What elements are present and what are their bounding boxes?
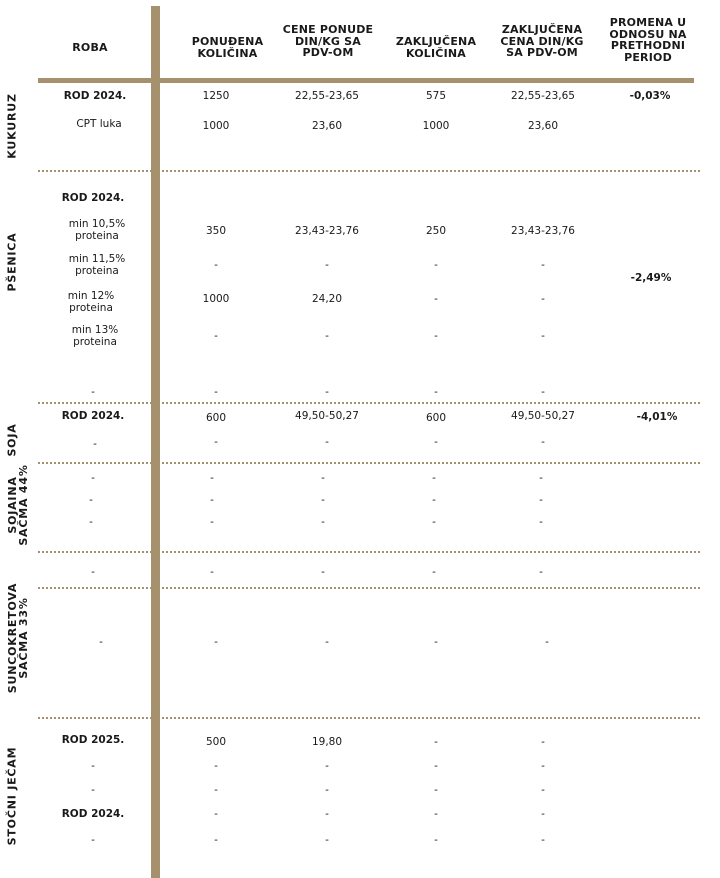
category-psenica: PŠENICA <box>5 232 19 292</box>
cell-cena: - <box>325 808 329 820</box>
row-label: min 12% proteina <box>67 290 115 314</box>
cell-zakljucena-cena: - <box>541 834 545 846</box>
cell-cena: 23,60 <box>311 120 343 132</box>
cell-cena: - <box>325 330 329 342</box>
cell-zakljucena: 250 <box>425 225 447 237</box>
row-label: ROD 2024. <box>61 192 125 204</box>
category-sojina-sacma: SOJAINA SAČMA 44% <box>6 464 30 546</box>
section-separator <box>38 717 700 719</box>
cell-zakljucena-cena: 23,43-23,76 <box>511 225 575 237</box>
cell-zakljucena-cena: - <box>541 436 545 448</box>
row-label: ROD 2024. <box>61 808 125 820</box>
cell-zakljucena: - <box>434 259 438 271</box>
cell-zakljucena: 575 <box>425 90 447 102</box>
cell-cena: 23,43-23,76 <box>295 225 359 237</box>
cell-cena: - <box>325 760 329 772</box>
cell-zakljucena: - <box>434 436 438 448</box>
cell-ponudjena: - <box>214 760 218 772</box>
section-separator <box>38 170 700 172</box>
cell-zakljucena: - <box>434 784 438 796</box>
cell-ponudjena: 1250 <box>202 90 230 102</box>
cell-zakljucena: 1000 <box>422 120 450 132</box>
cell-cena: - <box>325 386 329 398</box>
cell-zakljucena: 600 <box>425 412 447 424</box>
row-label: - <box>91 472 95 484</box>
cell-zakljucena-cena: - <box>541 330 545 342</box>
row-label: min 10,5% proteina <box>68 218 126 242</box>
cell-zakljucena: - <box>432 516 436 528</box>
row-label: - <box>93 438 97 450</box>
cell-zakljucena: - <box>434 808 438 820</box>
row-label: - <box>99 636 103 648</box>
cell-zakljucena-cena: - <box>541 259 545 271</box>
cell-zakljucena-cena: - <box>541 293 545 305</box>
cell-ponudjena: 1000 <box>202 120 230 132</box>
cell-ponudjena: 1000 <box>202 293 230 305</box>
header-zakljucena-kolicina: ZAKLJUČENA KOLIČINA <box>395 35 477 60</box>
cell-cena: - <box>321 566 325 578</box>
category-suncokretova-sacma: SUNCOKRETOVA SAČMA 33% <box>6 582 30 694</box>
cell-zakljucena-cena: - <box>539 494 543 506</box>
row-label: - <box>91 566 95 578</box>
header-cene-ponude: CENE PONUDE DIN/KG SA PDV-OM <box>282 23 374 59</box>
cell-zakljucena: - <box>432 472 436 484</box>
cell-ponudjena: - <box>214 386 218 398</box>
cell-cena: - <box>325 259 329 271</box>
cell-ponudjena: - <box>214 259 218 271</box>
header-ponudjena-kolicina: PONUĐENA KOLIČINA <box>191 35 264 60</box>
cell-cena: - <box>321 494 325 506</box>
header-promena: PROMENA U ODNOSU NA PRETHODNI PERIOD <box>609 16 687 64</box>
row-label: ROD 2024. <box>61 410 125 422</box>
cell-ponudjena: - <box>210 472 214 484</box>
cell-cena: 22,55-23,65 <box>295 90 359 102</box>
cell-cena: 24,20 <box>311 293 343 305</box>
cell-ponudjena: - <box>210 494 214 506</box>
row-label: - <box>91 760 95 772</box>
cell-zakljucena-cena: - <box>539 566 543 578</box>
row-label: - <box>91 834 95 846</box>
cell-ponudjena: 500 <box>205 736 227 748</box>
cell-ponudjena: - <box>214 636 218 648</box>
category-soja: SOJA <box>5 423 19 457</box>
cell-promena: -0,03% <box>629 90 671 102</box>
cell-zakljucena-cena: - <box>541 784 545 796</box>
cell-ponudjena: - <box>210 566 214 578</box>
section-separator <box>38 462 700 464</box>
cell-ponudjena: - <box>214 436 218 448</box>
cell-cena: 49,50-50,27 <box>295 410 359 422</box>
cell-zakljucena: - <box>432 566 436 578</box>
cell-ponudjena: 600 <box>205 412 227 424</box>
vertical-divider <box>151 6 160 878</box>
cell-zakljucena-cena: - <box>541 386 545 398</box>
row-label: ROD 2025. <box>61 734 125 746</box>
cell-ponudjena: - <box>210 516 214 528</box>
row-label: - <box>89 494 93 506</box>
cell-ponudjena: - <box>214 808 218 820</box>
cell-zakljucena: - <box>434 636 438 648</box>
cell-cena: - <box>325 636 329 648</box>
row-label: ROD 2024. <box>63 90 127 102</box>
cell-cena: - <box>325 436 329 448</box>
cell-zakljucena-cena: - <box>539 516 543 528</box>
cell-ponudjena: - <box>214 330 218 342</box>
header-zakljucena-cena: ZAKLJUČENA CENA DIN/KG SA PDV-OM <box>500 23 584 59</box>
header-divider <box>38 78 694 83</box>
cell-cena: 19,80 <box>311 736 343 748</box>
cell-zakljucena: - <box>434 386 438 398</box>
cell-zakljucena-cena: - <box>541 808 545 820</box>
cell-zakljucena-cena: - <box>539 472 543 484</box>
row-label: - <box>91 386 95 398</box>
cell-zakljucena: - <box>434 760 438 772</box>
section-separator <box>38 551 700 553</box>
section-separator <box>38 402 700 404</box>
cell-cena: - <box>321 516 325 528</box>
cell-zakljucena: - <box>434 293 438 305</box>
row-label: CPT luka <box>76 118 122 130</box>
cell-ponudjena: - <box>214 834 218 846</box>
category-kukuruz: KUKURUZ <box>5 93 19 159</box>
cell-zakljucena-cena: 22,55-23,65 <box>511 90 575 102</box>
section-separator <box>38 587 700 589</box>
row-label: min 11,5% proteina <box>68 253 126 277</box>
cell-cena: - <box>325 834 329 846</box>
cell-zakljucena-cena: - <box>545 636 549 648</box>
row-label: - <box>89 516 93 528</box>
cell-ponudjena: 350 <box>205 225 227 237</box>
row-label: min 13% proteina <box>71 324 119 348</box>
cell-promena: -2,49% <box>630 272 672 284</box>
cell-zakljucena: - <box>434 736 438 748</box>
category-stocni-jecam: STOČNI JEČAM <box>5 746 19 846</box>
cell-zakljucena-cena: - <box>541 760 545 772</box>
cell-promena: -4,01% <box>636 411 678 423</box>
row-label: - <box>91 784 95 796</box>
cell-zakljucena: - <box>432 494 436 506</box>
cell-cena: - <box>321 472 325 484</box>
cell-zakljucena: - <box>434 330 438 342</box>
cell-ponudjena: - <box>214 784 218 796</box>
cell-cena: - <box>325 784 329 796</box>
cell-zakljucena-cena: 23,60 <box>527 120 559 132</box>
cell-zakljucena-cena: - <box>541 736 545 748</box>
header-roba: ROBA <box>72 41 108 54</box>
cell-zakljucena: - <box>434 834 438 846</box>
cell-zakljucena-cena: 49,50-50,27 <box>511 410 575 422</box>
